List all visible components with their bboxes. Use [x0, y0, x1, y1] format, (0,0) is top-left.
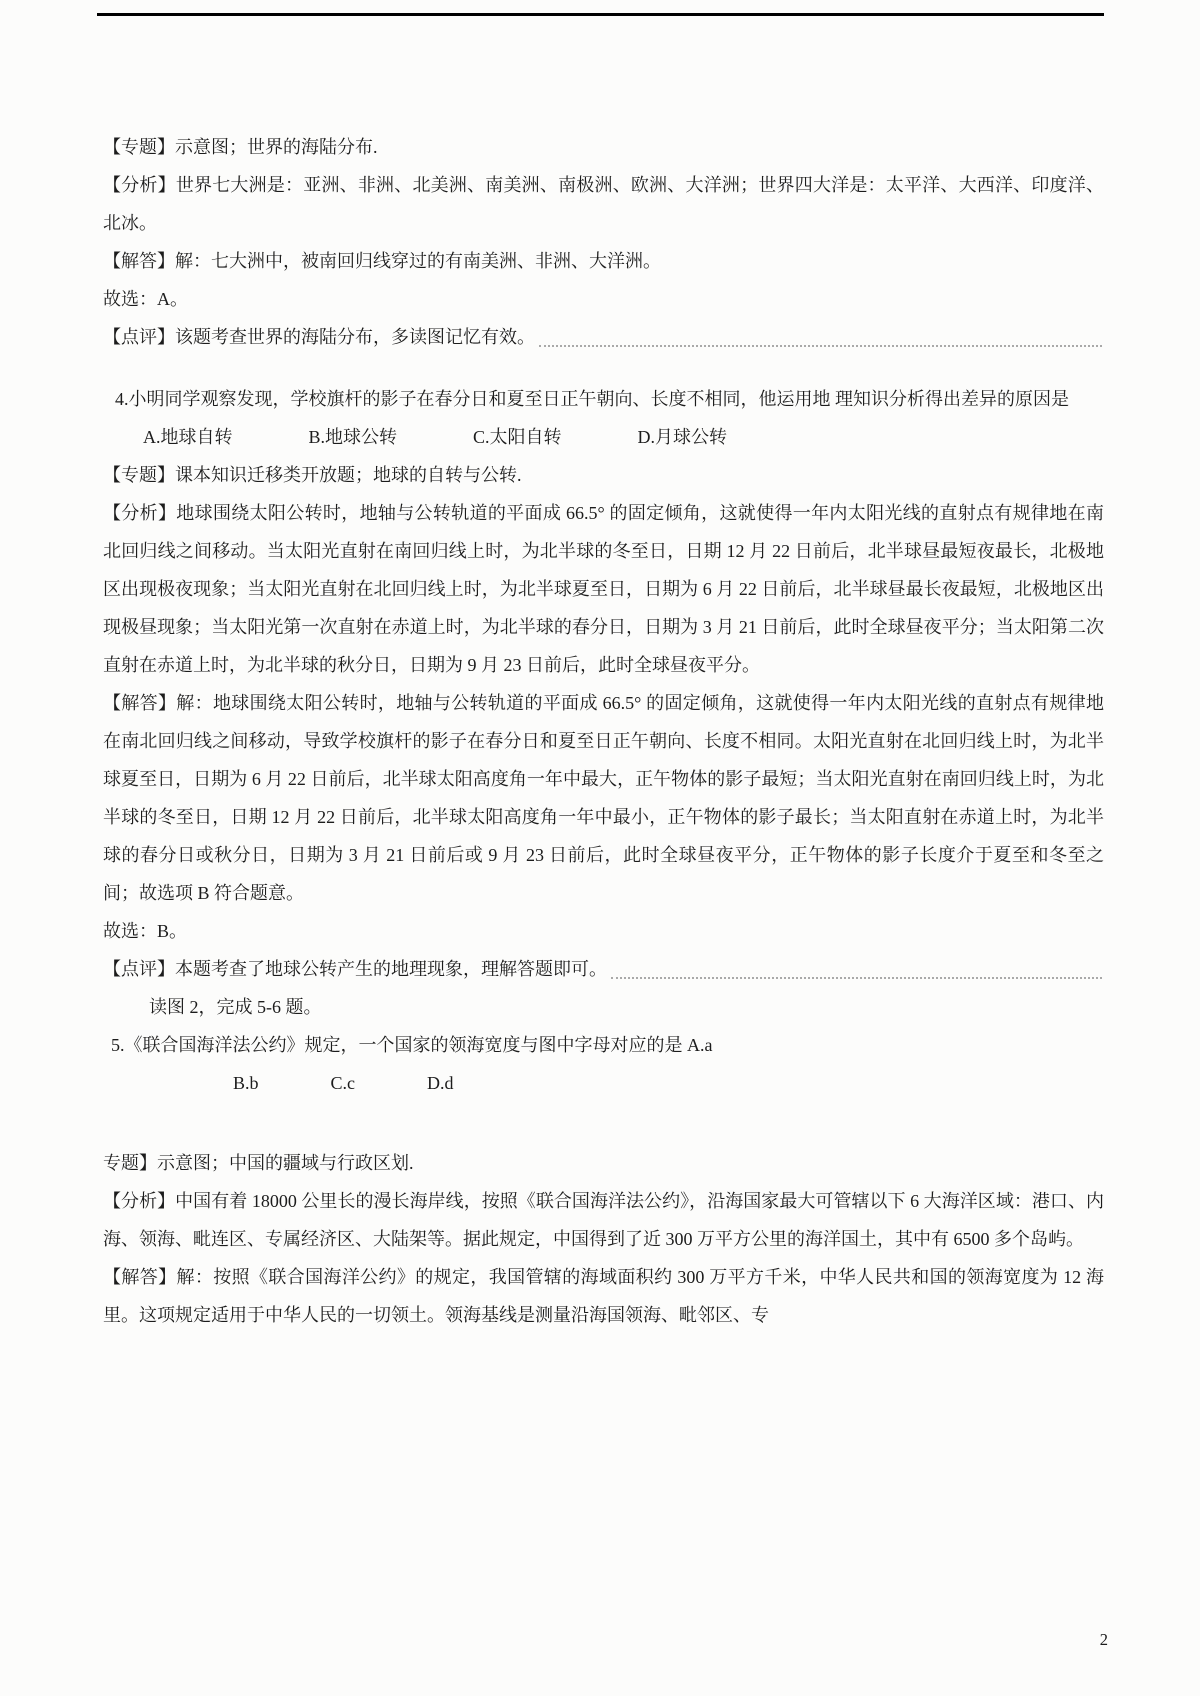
options-row: [103, 1064, 1104, 1102]
paragraph: [103, 318, 1104, 356]
paragraph-text: 故选：B。: [103, 921, 188, 941]
option-label: D.月球公转: [637, 427, 728, 447]
paragraph: [103, 1258, 1104, 1334]
section-gap: [103, 356, 1104, 380]
dotted-leader: [611, 977, 1102, 979]
option-label: C.c: [330, 1073, 356, 1093]
page-number: 2: [1099, 1630, 1108, 1649]
paragraph: [103, 988, 1104, 1026]
paragraph: [103, 128, 1104, 166]
paragraph: [103, 280, 1104, 318]
paragraph: [103, 1144, 1104, 1182]
paragraph-text: 【专题】示意图；世界的海陆分布.: [103, 137, 378, 157]
paragraph: [103, 912, 1104, 950]
paragraph: [103, 456, 1104, 494]
option-label: B.b: [233, 1073, 259, 1093]
paragraph-text: 【点评】该题考查世界的海陆分布，多读图记忆有效。: [103, 327, 535, 347]
paragraph: [103, 166, 1104, 242]
paragraph-text: 【分析】地球围绕太阳公转时，地轴与公转轨道的平面成 66.5° 的固定倾角，这就使得一年内太阳光线的直射点有规律地在南北回归线之间移动。当太阳光直射在南回归线上时，为北半球的冬至日，日期 12 月 22 日前后，北半球昼最短夜最长，北极地区出现极夜现象；当太阳光直射在北回归线上时，为北半球夏至日，日期为 6 月 22 日前后，北半球昼最长夜最短，北极地区出现极昼现象；当太阳光第一次直射在赤道上时，为北半球的春分日，日期为 3 月 21 日前后，此时全球昼夜平分；当太阳第二次直射在赤道上时，为北半球的秋分日，日期为 9 月 23 日前后，此时全球昼夜平分。: [103, 503, 1104, 675]
paragraph: [103, 1182, 1104, 1258]
paragraph: [103, 494, 1104, 684]
paragraph: [103, 950, 1104, 988]
option-label: A.地球自转: [143, 427, 233, 447]
paragraph-text: 【分析】中国有着 18000 公里长的漫长海岸线，按照《联合国海洋法公约》，沿海国家最大可管辖以下 6 大海洋区域：港口、内海、领海、毗连区、专属经济区、大陆架等。据此规定，中国得到了近 300 万平方公里的海洋国土，其中有 6500 多个岛屿。: [103, 1191, 1104, 1249]
options-row: [103, 418, 1104, 456]
dotted-leader: [539, 345, 1102, 347]
paragraph: [103, 1026, 1104, 1064]
paragraph-text: 【解答】解：按照《联合国海洋公约》的规定，我国管辖的海域面积约 300 万平方千米，中华人民共和国的领海宽度为 12 海里。这项规定适用于中华人民的一切领土。领海基线是测量沿海国领海、毗邻区、专: [103, 1267, 1104, 1325]
paragraph-text: 【解答】解：七大洲中，被南回归线穿过的有南美洲、非洲、大洋洲。: [103, 251, 661, 271]
option-label: B.地球公转: [308, 427, 398, 447]
paragraph: [103, 684, 1104, 912]
option-label: D.d: [427, 1073, 454, 1093]
paragraph: [103, 380, 1104, 418]
paragraph-text: 4.小明同学观察发现，学校旗杆的影子在春分日和夏至日正午朝向、长度不相同，他运用地 理知识分析得出差异的原因是: [115, 389, 1069, 409]
paragraph: [103, 242, 1104, 280]
top-divider-rule: [97, 13, 1104, 16]
paragraph-text: 故选：A。: [103, 289, 188, 309]
section-gap: [103, 1102, 1104, 1144]
paragraph-text: 【专题】课本知识迁移类开放题；地球的自转与公转.: [103, 465, 522, 485]
paragraph-text: 专题】示意图；中国的疆域与行政区划.: [103, 1153, 414, 1173]
paragraph-text: 【点评】本题考查了地球公转产生的地理现象，理解答题即可。: [103, 959, 607, 979]
paragraph-text: 读图 2，完成 5-6 题。: [149, 997, 322, 1017]
paragraph-text: 【解答】解：地球围绕太阳公转时，地轴与公转轨道的平面成 66.5° 的固定倾角，这就使得一年内太阳光线的直射点有规律地在南北回归线之间移动，导致学校旗杆的影子在春分日和夏至日正午朝向、长度不相同。太阳光直射在北回归线上时，为北半球夏至日，日期为 6 月 22 日前后，北半球太阳高度角一年中最大，正午物体的影子最短；当太阳光直射在南回归线上时，为北半球的冬至日，日期 12 月 22 日前后，北半球太阳高度角一年中最小，正午物体的影子最长；当太阳直射在赤道上时，为北半球的春分日或秋分日，日期为 3 月 21 日前后或 9 月 23 日前后，此时全球昼夜平分，正午物体的影子长度介于夏至和冬至之间；故选项 B 符合题意。: [103, 693, 1104, 903]
option-label: C.太阳自转: [473, 427, 562, 447]
paragraph-text: 【分析】世界七大洲是：亚洲、非洲、北美洲、南美洲、南极洲、欧洲、大洋洲；世界四大洋是：太平洋、大西洋、印度洋、北冰。: [103, 175, 1104, 233]
document-content: [103, 128, 1104, 1334]
paragraph-text: 5.《联合国海洋法公约》规定，一个国家的领海宽度与图中字母对应的是 A.a: [111, 1035, 713, 1055]
